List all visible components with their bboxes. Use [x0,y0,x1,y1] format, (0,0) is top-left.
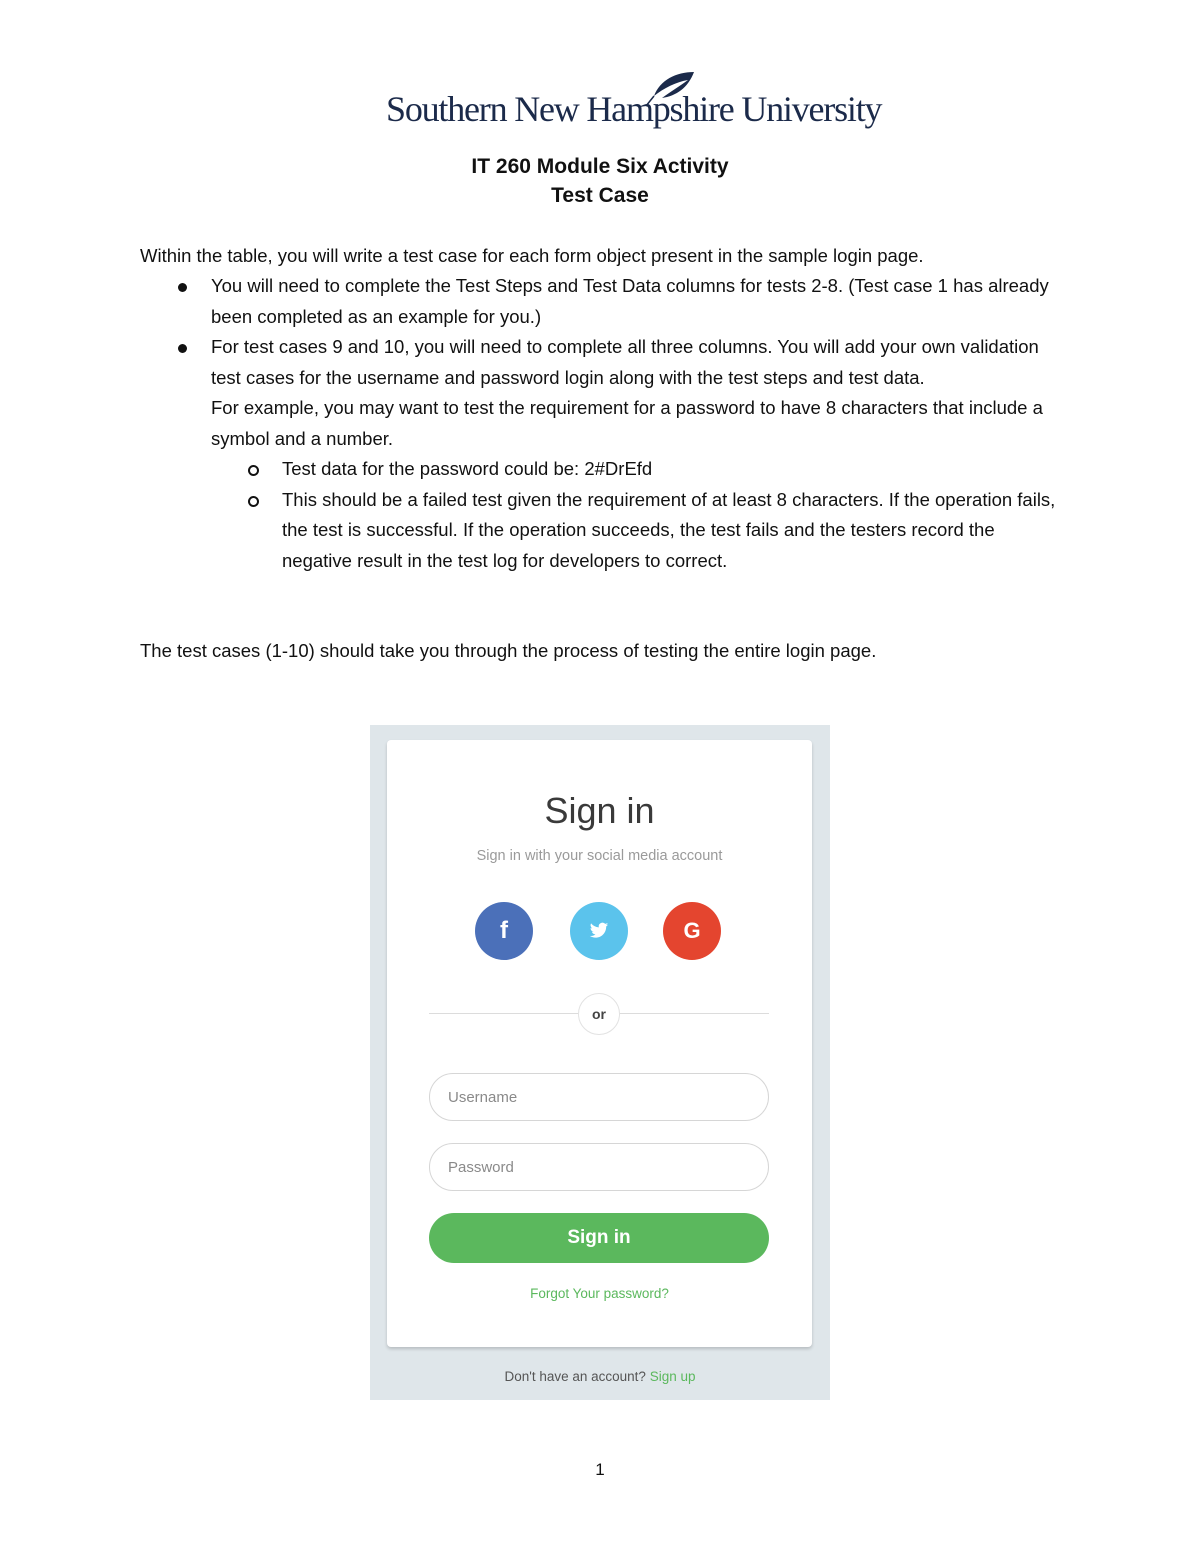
sub-list-item: This should be a failed test given the requirement of at least 8 characters. If the operation fails, the test is successful. If the operation succeeds, the test fails and the testers record the negative result in the test log for developers to correct. [211,485,1060,577]
circle-bullet-icon [248,465,259,476]
login-page-screenshot [370,725,830,1400]
sub-list [211,454,1060,576]
circle-bullet-icon [248,496,259,507]
twitter-icon [589,922,609,940]
signup-prompt [370,1369,830,1384]
logo-text: Southern New Hampshire University [386,89,882,129]
facebook-icon: f [500,917,508,944]
forgot-password-link[interactable]: Forgot Your password? [530,1286,669,1301]
twitter-button[interactable] [570,902,628,960]
facebook-button[interactable] [475,902,533,960]
bullet-icon [178,344,187,353]
document-subtitle: Test Case [551,184,649,207]
closing-paragraph: The test cases (1-10) should take you through the process of testing the entire login page. [140,640,877,661]
sub-list-item: Test data for the password could be: 2#DrEfd [211,454,1060,485]
signin-button[interactable]: Sign in [429,1213,769,1263]
google-button[interactable] [663,902,721,960]
no-account-text: Don't have an account? [504,1369,646,1384]
intro-paragraph: Within the table, you will write a test case for each form object present in the sample login page. [140,245,924,266]
username-input[interactable] [429,1073,769,1121]
bullet-icon [178,283,187,292]
login-card [387,740,812,1347]
list-item: You will need to complete the Test Steps and Test Data columns for tests 2-8. (Test case 1 has already been completed as an example for you.) [140,271,1060,332]
password-input[interactable] [429,1143,769,1191]
signin-subtitle: Sign in with your social media account [476,848,723,864]
signin-heading: Sign in [544,790,655,831]
university-logo [386,70,882,136]
or-separator: or [578,993,620,1035]
page-number: 1 [595,1460,605,1479]
google-icon: G [683,918,701,943]
list-item: For test cases 9 and 10, you will need to complete all three columns. You will add your own validation test cases for the username and password login along with the test steps and test data. For example, you may want to test the requirement for a password to have 8 characters that include a symbol and a number. Test data for the password could be: 2#DrEfd This should be a failed test given the requirement of at least 8 characters. If the operation fails, the test is successful. If the operation succeeds, the test fails and the testers record the negative result in the test log for developers to correct. [140,332,1060,576]
document-title: IT 260 Module Six Activity [471,155,729,178]
instruction-list [140,271,1060,576]
signup-link[interactable]: Sign up [649,1369,696,1384]
